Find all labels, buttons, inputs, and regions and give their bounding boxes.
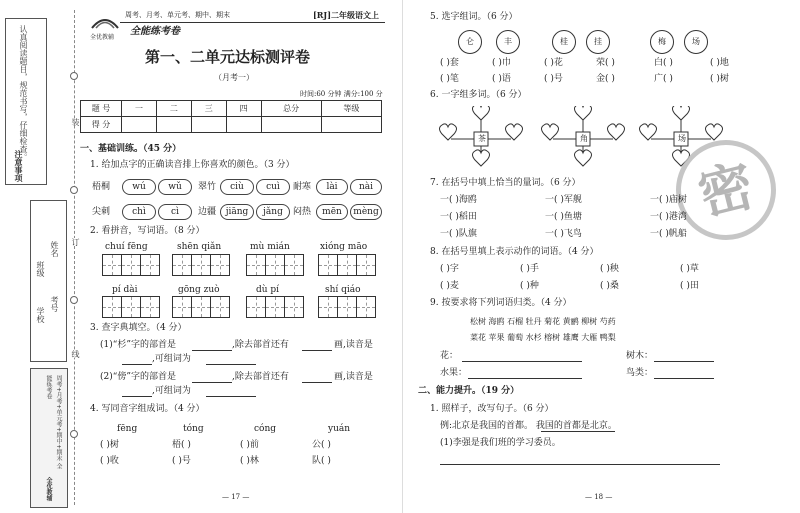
seal-mark-1: 装: [71, 118, 80, 126]
q4-item[interactable]: ( )树: [100, 440, 119, 450]
field-name: 姓名: [50, 241, 59, 257]
q9-words-row2: 菜花 苹果 葡萄 水杉 榕树 雄鹰 大雁 鸭梨: [470, 333, 616, 342]
q3-blank[interactable]: [122, 364, 152, 365]
q8-item[interactable]: ( )手: [520, 264, 539, 274]
q3-text: 3. 查字典填空。（4 分）: [90, 323, 187, 333]
q8-item[interactable]: ( )秧: [600, 264, 619, 274]
q6-text: 6. 一字组多词。（6 分）: [430, 90, 527, 100]
sidebar-instructions-box: [5, 18, 47, 185]
q2-answer-grid[interactable]: [318, 254, 376, 276]
q3-line2a: (2)“傍”字的部首是: [100, 372, 176, 382]
q5-item[interactable]: 广( ): [654, 74, 673, 84]
q5-item[interactable]: 白( ): [654, 58, 673, 68]
q5-char: 桂: [552, 30, 576, 54]
q9-label-fruit: 水果：: [440, 368, 468, 378]
q4-text: 4. 写同音字组成词。（4 分）: [90, 404, 205, 414]
q9-blank-bird[interactable]: [654, 378, 714, 379]
q3-line1b: ,除去部首还有: [232, 340, 289, 350]
q7-item[interactable]: 一( )飞鸟: [545, 229, 582, 239]
q5-item[interactable]: ( )套: [440, 58, 459, 68]
q1-word: 边疆: [198, 207, 217, 217]
q3-blank[interactable]: [302, 350, 332, 351]
section-1-heading: 一、基础训练。（45 分）: [80, 144, 182, 154]
score-header: 二: [156, 101, 191, 117]
score-row-label: 得 分: [81, 117, 122, 133]
q1-option[interactable]: nài: [350, 179, 382, 195]
q5-char: 梅: [650, 30, 674, 54]
binding-hole: [70, 72, 78, 80]
score-table: [80, 100, 382, 133]
q1-option[interactable]: wǔ: [158, 179, 192, 195]
q8-item[interactable]: ( )麦: [440, 281, 459, 291]
page-title: 第一、二单元达标测评卷: [145, 48, 311, 66]
sidebar-instructions: 认真阅读题目，规范书写，仔细检查。: [19, 25, 28, 161]
q5-char: 仑: [458, 30, 482, 54]
q6-center-char: 茶: [478, 134, 486, 143]
q2-answer-grid[interactable]: [172, 254, 230, 276]
q2-pinyin: chuí fēng: [105, 242, 148, 252]
q2-answer-grid[interactable]: [246, 254, 304, 276]
q9-label-tree: 树木：: [626, 351, 654, 361]
q1-option[interactable]: cuì: [256, 179, 290, 195]
q7-item[interactable]: 一( )海鸥: [440, 195, 477, 205]
q1-option[interactable]: mēn: [316, 204, 348, 220]
q5-char: 丰: [496, 30, 520, 54]
page-divider: [402, 0, 403, 513]
q3-blank[interactable]: [192, 350, 232, 351]
q7-item[interactable]: 一( )港湾: [650, 212, 687, 222]
binding-hole: [70, 296, 78, 304]
stamp-text: 密: [692, 152, 760, 228]
q5-item[interactable]: ( )花: [544, 58, 563, 68]
q9-blank-fruit[interactable]: [468, 378, 582, 379]
q5-char: 挂: [586, 30, 610, 54]
q6-center-char: 场: [678, 134, 686, 143]
score-cell[interactable]: [156, 117, 191, 133]
q2-answer-grid[interactable]: [102, 254, 160, 276]
q2-pinyin: gōng zuò: [178, 285, 220, 295]
q5-char: 场: [684, 30, 708, 54]
q7-item[interactable]: 一( )庙树: [650, 195, 687, 205]
q2-text: 2. 看拼音，写词语。（8 分）: [90, 226, 205, 236]
q1-option[interactable]: ciù: [220, 179, 254, 195]
q4-item[interactable]: ( )收: [100, 456, 119, 466]
score-cell[interactable]: [321, 117, 381, 133]
page-number-right: — 18 —: [585, 493, 613, 501]
q1-word: 闷热: [293, 207, 312, 217]
q9-label-bird: 鸟类：: [626, 368, 654, 378]
brand-logo-text: 全优教辅: [90, 34, 115, 41]
q4-item[interactable]: ( )前: [240, 440, 259, 450]
q1-option[interactable]: wú: [122, 179, 156, 195]
q4-pinyin: cóng: [254, 424, 277, 434]
seal-mark-3: 线: [71, 350, 80, 358]
q1-option[interactable]: jǎng: [256, 204, 290, 220]
score-cell[interactable]: [226, 117, 261, 133]
score-header: 三: [191, 101, 226, 117]
q10-example: 例:北京是我国的首都。 我国的首都是北京。: [440, 421, 617, 431]
time-info: 时间:60 分钟 满分:100 分: [300, 90, 383, 98]
page-subtitle: （月考一）: [214, 73, 254, 82]
score-header: 总分: [261, 101, 321, 117]
q9-words-row1: 松树 海鸥 石榴 牡丹 菊花 黄鹂 柳树 芍药: [470, 317, 616, 326]
section-2-heading: 二、能力提升。（19 分）: [418, 386, 520, 396]
q8-item[interactable]: ( )草: [680, 264, 699, 274]
q2-pinyin: mù mián: [250, 242, 290, 252]
q4-item[interactable]: ( )号: [172, 456, 191, 466]
header-badge: [RJ]二年级语文上: [313, 10, 380, 20]
q2-answer-grid[interactable]: [318, 296, 376, 318]
q7-item[interactable]: 一( )队旗: [440, 229, 477, 239]
q1-word: 翠竹: [198, 182, 217, 192]
q7-item[interactable]: 一( )军舰: [545, 195, 582, 205]
q8-item[interactable]: ( )田: [680, 281, 699, 291]
q5-item[interactable]: ( )笔: [440, 74, 459, 84]
q1-word: 梧桐: [92, 182, 111, 192]
sidebar-promo: 周考+月考+单元考+期中+期末 全能练考卷: [45, 375, 62, 470]
sidebar-exam-note: 注意事项: [14, 150, 24, 182]
series-label: 周考、月考、单元考、期中、期末: [125, 11, 230, 19]
q7-item[interactable]: 一( )鱼塘: [545, 212, 582, 222]
q5-item[interactable]: 荣( ): [596, 58, 615, 68]
q1-option[interactable]: chì: [122, 204, 156, 220]
q3-line1c: 画,读音是: [334, 340, 373, 350]
q10-example-underline: [541, 431, 615, 432]
q5-item[interactable]: ( )地: [710, 58, 729, 68]
q6-center-char: 角: [580, 134, 588, 143]
q1-option[interactable]: lài: [316, 179, 348, 195]
brand-logo-icon: [90, 8, 120, 32]
q3-line2b: ,除去部首还有: [232, 372, 289, 382]
q4-item[interactable]: 队( ): [312, 456, 331, 466]
q1-word: 尖刺: [92, 207, 111, 217]
sidebar-promo-logo: 全优教辅: [45, 477, 52, 501]
q8-item[interactable]: ( )种: [520, 281, 539, 291]
q3-blank[interactable]: [192, 382, 232, 383]
q1-option[interactable]: mèng: [350, 204, 382, 220]
q1-option[interactable]: cì: [158, 204, 192, 220]
q2-answer-grid[interactable]: [172, 296, 230, 318]
binding-hole: [70, 186, 78, 194]
q3-line1a: (1)“杉”字的部首是: [100, 340, 176, 350]
field-school: 学校: [36, 307, 45, 323]
q4-item[interactable]: ( )林: [240, 456, 259, 466]
q10-text: 1. 照样子，改写句子。（6 分）: [430, 404, 554, 414]
q10-answer-line[interactable]: [440, 464, 720, 465]
q4-item[interactable]: 公( ): [312, 440, 331, 450]
q2-pinyin: xióng māo: [320, 242, 368, 252]
q2-answer-grid[interactable]: [246, 296, 304, 318]
q9-label-flower: 花：: [440, 351, 459, 361]
q2-pinyin: dù pí: [256, 285, 280, 295]
q5-item[interactable]: ( )树: [710, 74, 729, 84]
header-rule: [120, 22, 385, 23]
q3-line1d: ,可组词为: [152, 354, 191, 364]
q4-item[interactable]: 梧( ): [172, 440, 191, 450]
score-header: 等级: [321, 101, 381, 117]
binding-hole: [70, 430, 78, 438]
q1-option[interactable]: jiāng: [220, 204, 254, 220]
field-class: 班级: [36, 261, 45, 277]
q5-item[interactable]: 金( ): [596, 74, 615, 84]
q4-pinyin: fēng: [117, 424, 138, 434]
q5-text: 5. 选字组词。（6 分）: [430, 12, 518, 22]
q2-pinyin: shí qiáo: [325, 285, 361, 295]
q2-answer-grid[interactable]: [102, 296, 160, 318]
q9-blank-flower[interactable]: [462, 361, 582, 362]
score-header: 四: [226, 101, 261, 117]
q9-blank-tree[interactable]: [654, 361, 714, 362]
q3-blank[interactable]: [206, 364, 256, 365]
q4-pinyin: yuán: [328, 424, 351, 434]
score-header: 题 号: [81, 101, 122, 117]
brand-name: 全能练考卷: [130, 26, 180, 37]
sidebar-fields-box: [30, 200, 67, 362]
q3-blank[interactable]: [302, 382, 332, 383]
q2-pinyin: pí dài: [112, 285, 138, 295]
q5-item[interactable]: ( )号: [544, 74, 563, 84]
q7-text: 7. 在括号中填上恰当的量词。（6 分）: [430, 178, 581, 188]
q7-item[interactable]: 一( )稻田: [440, 212, 477, 222]
q5-item[interactable]: ( )语: [492, 74, 511, 84]
q8-item[interactable]: ( )桑: [600, 281, 619, 291]
q7-item[interactable]: 一( )帆船: [650, 229, 687, 239]
q3-line2d: ,可组词为: [152, 386, 191, 396]
q3-blank[interactable]: [122, 396, 152, 397]
q4-pinyin: tóng: [183, 424, 204, 434]
score-cell[interactable]: [261, 117, 321, 133]
score-cell[interactable]: [122, 117, 157, 133]
seal-mark-2: 订: [71, 238, 80, 246]
score-cell[interactable]: [191, 117, 226, 133]
q10-item: (1)李强是我们班的学习委员。: [440, 438, 561, 448]
q3-blank[interactable]: [206, 396, 256, 397]
page-number-left: — 17 —: [222, 493, 250, 501]
left-sidebar: [0, 0, 82, 513]
q2-pinyin: shēn qiǎn: [177, 242, 222, 252]
sidebar-promo-box: [30, 368, 68, 508]
score-header: 一: [122, 101, 157, 117]
field-number: 考号: [50, 296, 59, 312]
q5-item[interactable]: ( )巾: [492, 58, 511, 68]
q1-text: 1. 给加点字的正确读音排上你喜欢的颜色。（3 分）: [90, 160, 295, 170]
q8-text: 8. 在括号里填上表示动作的词语。（4 分）: [430, 247, 599, 257]
q3-line2c: 画,读音是: [334, 372, 373, 382]
q1-word: 耐寒: [293, 182, 312, 192]
q8-item[interactable]: ( )字: [440, 264, 459, 274]
q9-text: 9. 按要求将下列词语归类。（4 分）: [430, 298, 572, 308]
